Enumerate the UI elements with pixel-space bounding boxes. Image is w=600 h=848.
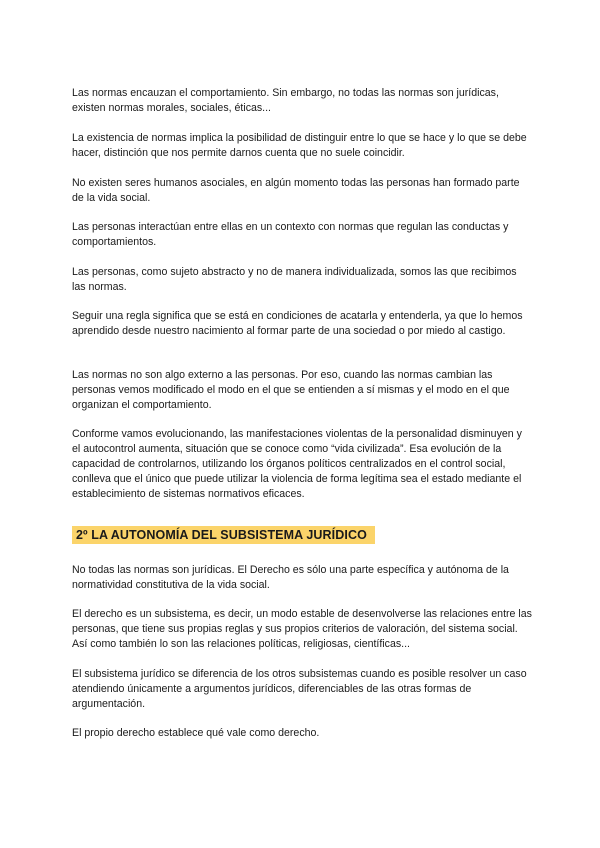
- paragraph-conforme-evolucionando: Conforme vamos evolucionando, las manifestaciones violentas de la personalidad disminuyen y el autocontrol aumenta, situación que se conoce como “vida civilizada”. Esa evolución de la capacidad de controlarnos, utilizando los órganos políticos centralizados en el control social, conlleva que el único que puede utilizar la violencia de forma legítima sea el estado mediante el establecimiento de sistemas normativos eficaces.: [72, 428, 522, 500]
- paragraph-personas-interactuan: Las personas interactúan entre ellas en un contexto con normas que regulan las conductas y comportamientos.: [72, 221, 509, 248]
- paragraph-seguir-regla: Seguir una regla significa que se está en condiciones de acatarla y entenderla, ya que lo hemos aprendido desde nuestro nacimiento al formar parte de una sociedad o por miedo al castigo.: [72, 310, 523, 337]
- paragraph-no-todas-juridicas: No todas las normas son jurídicas. El Derecho es sólo una parte específica y autónoma de la normatividad constitutiva de la vida social.: [72, 564, 509, 591]
- paragraph-sujeto-abstracto: Las personas, como sujeto abstracto y no de manera individualizada, somos las que recibimos las normas.: [72, 266, 517, 293]
- paragraph-normas-no-externas: Las normas no son algo externo a las personas. Por eso, cuando las normas cambian las personas vemos modificado el modo en el que se entienden a sí mismas y el modo en el que organizan el comportamiento.: [72, 369, 510, 411]
- paragraph-existencia-normas: La existencia de normas implica la posibilidad de distinguir entre lo que se hace y lo que se debe hacer, distinción que nos permite darnos cuenta que no suele coincidir.: [72, 132, 527, 159]
- paragraph-normas-encauzan: Las normas encauzan el comportamiento. Sin embargo, no todas las normas son jurídicas, existen normas morales, sociales, éticas...: [72, 87, 499, 114]
- section-heading-wrap: [72, 526, 375, 544]
- paragraph-subsistema-diferencia: El subsistema jurídico se diferencia de los otros subsistemas cuando es posible resolver un caso atendiendo únicamente a argumentos jurídicos, diferenciables de las otras formas de argumentación.: [72, 668, 527, 710]
- paragraph-derecho-subsistema: El derecho es un subsistema, es decir, un modo estable de desenvolverse las relaciones entre las personas, que tiene sus propias reglas y sus propios criterios de valoración, del sistema social. Así como también lo son las relaciones políticas, religiosas, científicas...: [72, 608, 532, 650]
- paragraph-seres-asociales: No existen seres humanos asociales, en algún momento todas las personas han formado parte de la vida social.: [72, 177, 520, 204]
- section-heading: 2º LA AUTONOMÍA DEL SUBSISTEMA JURÍDICO: [72, 526, 375, 544]
- paragraph-propio-derecho: El propio derecho establece qué vale como derecho.: [72, 727, 320, 739]
